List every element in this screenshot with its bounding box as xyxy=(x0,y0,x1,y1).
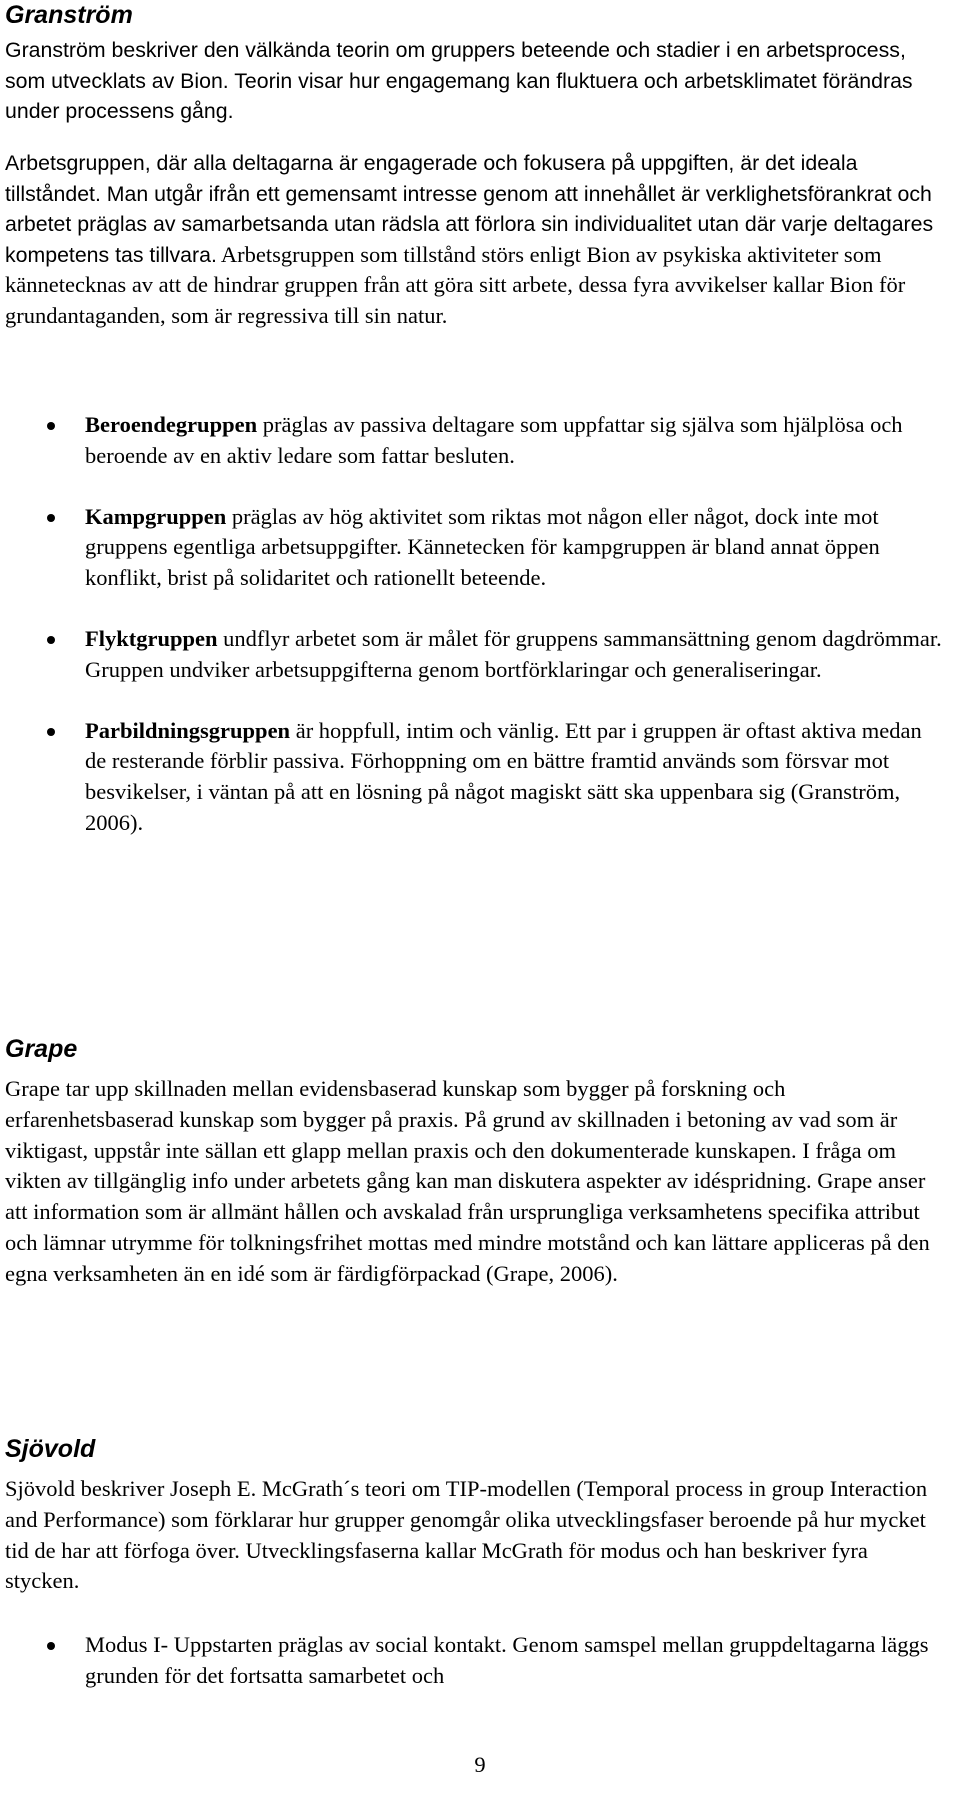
paragraph-arbetsgruppen xyxy=(0,148,945,332)
section-grape xyxy=(0,1034,945,1290)
list-item xyxy=(0,716,945,839)
section-heading: Granström xyxy=(5,1,133,29)
section-heading: Grape xyxy=(5,1035,78,1063)
bullet-icon xyxy=(47,514,55,522)
bullet-icon xyxy=(47,636,55,644)
bullet-icon xyxy=(47,422,55,430)
list-item-term: Parbildningsgruppen xyxy=(85,717,291,743)
list-item xyxy=(0,624,945,686)
list-item xyxy=(0,502,945,594)
bullet-icon xyxy=(47,1642,55,1650)
section-sjovold xyxy=(0,1434,945,1597)
paragraph-grape: Grape tar upp skillnaden mellan evidensbaserad kunskap som bygger på forskning och erfarenhetsbaserad kunskap som bygger på praxis. På grund av skillnaden i betoning av vad som är viktigast, uppstår inte sällan ett glapp mellan praxis och den dokumenterade kunskapen. I fråga om vikten av tillgänglig info under arbetets gång kan man diskutera aspekter av idéspridning. Grape anser att information som är allmänt hållen och avskalad från ursprungliga verksamhetens specifika attribut och lämnar utrymme för tolkningsfrihet mottas med mindre motstånd och kan lättare appliceras på den egna verksamheten än en idé som är färdigförpackad (Grape, 2006). xyxy=(5,1076,930,1286)
list-item-term: Kampgruppen xyxy=(85,503,227,529)
paragraph-sjovold: Sjövold beskriver Joseph E. McGrath´s teori om TIP-modellen (Temporal process in group Interaction and Performance) som förklarar hur grupper genomgår olika utvecklingsfaser beroende på hur mycket tid de har att förfoga över. Utvecklingsfaserna kallar McGrath för modus och han beskriver fyra stycken. xyxy=(5,1476,928,1594)
basic-assumptions-list xyxy=(0,410,945,839)
page-number: 9 xyxy=(474,1752,486,1777)
list-item-term: Flyktgruppen xyxy=(85,625,218,651)
section-heading: Sjövold xyxy=(5,1435,96,1463)
list-item-text: är hoppfull, intim och vänlig. Ett par i gruppen är oftast aktiva medan de resterande förblir passiva. Förhoppning om en bättre framtid används som försvar mot besvikelser, i väntan på att en lösning på något magiskt sätt ska uppenbara sig (Granström, 2006). xyxy=(85,717,922,835)
modus-list xyxy=(0,1630,945,1692)
list-item-text: präglas av hög aktivitet som riktas mot någon eller något, dock inte mot gruppens egentliga arbetsuppgifter. Kännetecken för kampgruppen är bland annat öppen konflikt, brist på solidaritet och rationellt beteende. xyxy=(85,503,880,591)
paragraph-intro: Granström beskriver den välkända teorin om gruppers beteende och stadier i en arbetsprocess, som utvecklats av Bion. Teorin visar hur engagemang kan fluktuera och arbetsklimatet förändras under processens gång. xyxy=(5,38,913,123)
bullet-icon xyxy=(47,728,55,736)
list-item xyxy=(0,410,945,472)
paragraph-serif-part: Arbetsgruppen som tillstånd störs enligt Bion av psykiska aktiviteter som kännetecknas av att de hindrar gruppen från att göra sitt arbete, dessa fyra avvikelser kallar Bion för grundantaganden, som är regressiva till sin natur. xyxy=(5,241,906,329)
list-item-term: Beroendegruppen xyxy=(85,412,258,437)
section-granstrom xyxy=(0,0,945,127)
paragraph-sans-part: Arbetsgruppen, där alla deltagarna är engagerade och fokusera på uppgiften, är det ideala tillståndet. Man utgår ifrån ett gemensamt intresse genom att innehållet är verklighetsförankrat och arbetet präglas av samarbetsanda utan rädsla att förlora sin individualitet utan där varje deltagares kompetens tas tillvara. xyxy=(5,151,934,267)
list-item-text: undflyr arbetet som är målet för gruppens sammansättning genom dagdrömmar. Gruppen undviker arbetsuppgifterna genom bortförklaringar och generaliseringar. xyxy=(85,625,942,682)
list-item-text: präglas av passiva deltagare som uppfattar sig själva som hjälplösa och beroende av en aktiv ledare som fattar besluten. xyxy=(85,412,903,468)
list-item xyxy=(0,1630,945,1692)
list-item-text: Modus I- Uppstarten präglas av social kontakt. Genom samspel mellan gruppdeltagarna läggs grunden för det fortsatta samarbetet och xyxy=(85,1632,929,1688)
